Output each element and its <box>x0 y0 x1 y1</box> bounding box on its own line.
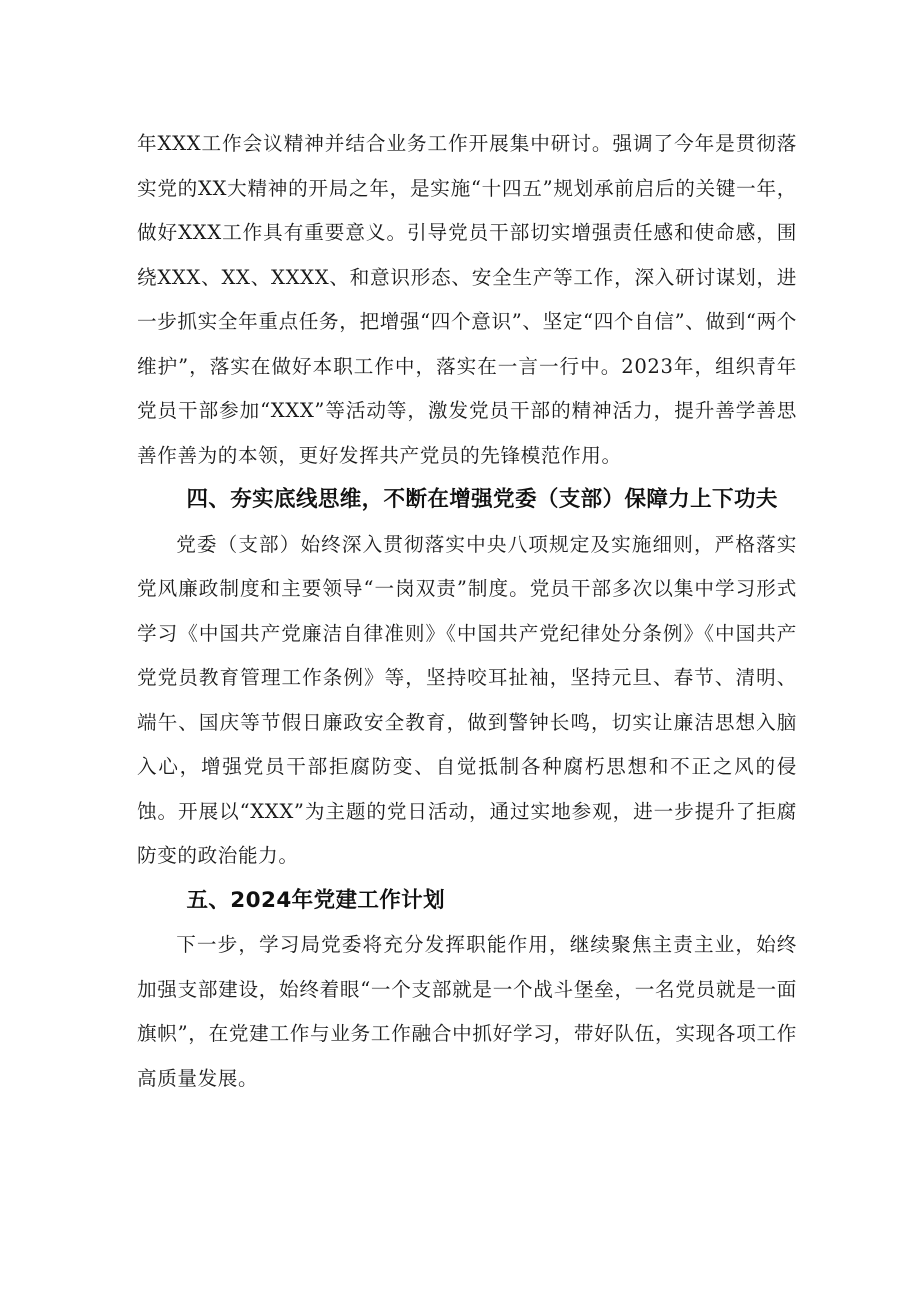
paragraph-integrity: 党委（支部）始终深入贯彻落实中央八项规定及实施细则，严格落实党风廉政制度和主要领导“一岗双责”制度。党员干部多次以集中学习形式学习《中国共产党廉洁自律准则》《中国共产党纪律处分条例》《中国共产党党员教育管理工作条例》等，坚持咬耳扯袖，坚持元旦、春节、清明、端午、国庆等节假日廉政安全教育，做到警钟长鸣，切实让廉洁思想入脑入心，增强党员干部拒腐防变、自觉抵制各种腐朽思想和不正之风的侵蚀。开展以“XXX”为主题的党日活动，通过实地参观，进一步提升了拒腐防变的政治能力。 <box>137 532 797 867</box>
paragraph-next-steps: 下一步，学习局党委将充分发挥职能作用，继续聚焦主责主业，始终加强支部建设，始终着眼“一个支部就是一个战斗堡垒，一名党员就是一面旗帜”，在党建工作与业务工作融合中抓好学习，带好队伍，实现各项工作高质量发展。 <box>137 933 797 1090</box>
paragraph-study-meeting: 年XXX工作会议精神并结合业务工作开展集中研讨。强调了今年是贯彻落实党的XX大精神的开局之年，是实施“十四五”规划承前启后的关键一年，做好XXX工作具有重要意义。引导党员干部切实增强责任感和使命感，围绕XXX、XX、XXXX、和意识形态、安全生产等工作，深入研讨谋划，进一步抓实全年重点任务，把增强“四个意识”、坚定“四个自信”、做到“两个维护”，落实在做好本职工作中，落实在一言一行中。2023年，组织青年党员干部参加“XXX”等活动等，激发党员干部的精神活力，提升善学善思善作善为的本领，更好发挥共产党员的先锋模范作用。 <box>137 132 797 467</box>
document-body <box>137 122 797 1101</box>
section-heading-five: 五、2024年党建工作计划 <box>186 887 445 913</box>
section-heading-four: 四、夯实底线思维，不断在增强党委（支部）保障力上下功夫 <box>186 487 778 512</box>
